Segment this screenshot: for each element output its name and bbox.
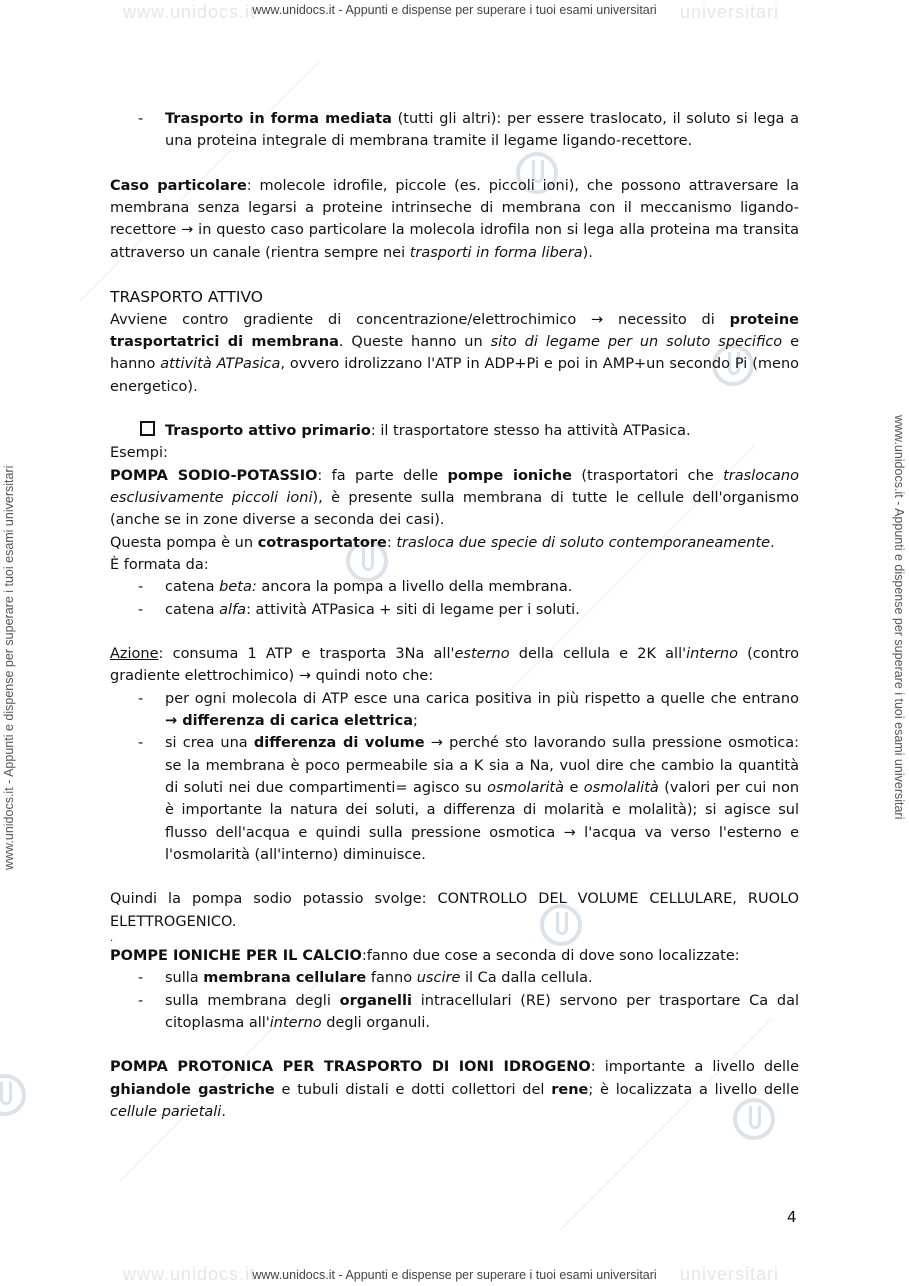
formed-by-label: È formata da: — [110, 556, 209, 573]
watermark-right: www.unidocs.it - Appunti e dispense per superare i tuoi esami universitari — [892, 415, 906, 820]
list-item: - catena beta: ancora la pompa a livello della membrana. — [138, 579, 573, 596]
list-item: - sulla membrana cellulare fanno uscire il Ca dalla cellula. — [138, 970, 593, 987]
cotransporter-line: Questa pompa è un cotrasportatore: trasloca due specie di soluto contemporaneamente. — [110, 534, 775, 551]
action-paragraph: Azione: consuma 1 ATP e trasporta 3Na all'esterno della cellula e 2K all'interno (contro gradiente elettrochimico) → quindi noto che: — [110, 646, 800, 685]
ghost-watermark-top-right: universitari — [680, 2, 780, 22]
list-item: - per ogni molecola di ATP esce una carica positiva in più rispetto a quelle che entrano → differenza di carica elettrica; — [138, 690, 799, 730]
list-item: - catena alfa: attività ATPasica + siti di legame per i soluti. — [138, 601, 580, 618]
checkbox-icon — [140, 421, 155, 436]
ghost-watermark-top-left: www.unidocs.it — [123, 2, 257, 22]
examples-label: Esempi: — [110, 445, 168, 462]
sodium-potassium-paragraph: POMPA SODIO-POTASSIO: fa parte delle pompe ioniche (trasportatori che traslocano esclusivamente piccoli ioni), è presente sulla membrana di tutte le cellule dell'organismo (anche se in zone diverse a seconda dei casi). — [110, 467, 799, 529]
list-item: - sulla membrana degli organelli intracellulari (RE) servono per trasportare Ca dal citoplasma all'interno degli organuli. — [138, 992, 799, 1031]
page-number: 4 — [787, 1208, 797, 1226]
ghost-watermark-bottom-left: www.unidocs.it — [123, 1264, 257, 1284]
calcium-pump-paragraph: POMPE IONICHE PER IL CALCIO:fanno due cose a seconda di dove sono localizzate: — [110, 947, 740, 964]
watermark-bottom: www.unidocs.it - Appunti e dispense per superare i tuoi esami universitari — [252, 1268, 657, 1282]
stray-dot: . — [110, 932, 114, 944]
list-item: - Trasporto in forma mediata (tutti gli altri): per essere traslocato, il soluto si lega a una proteina integrale di membrana tramite il legame ligando-recettore. — [138, 111, 799, 150]
primary-transport-item: Trasporto attivo primario: il trasportatore stesso ha attività ATPasica. — [110, 420, 799, 442]
ghost-watermark-bottom-right: universitari — [680, 1264, 780, 1284]
active-transport-paragraph: Avviene contro gradiente di concentrazione/elettrochimico → necessito di proteine trasportatrici di membrana. Queste hanno un sito di legame per un soluto specifico e hanno attività ATPasica, ovvero idrolizzano l'ATP in ADP+Pi e poi in AMP+un secondo Pi (meno energetico). — [110, 311, 800, 395]
unidocs-logo-icon — [0, 1074, 26, 1116]
document-page — [110, 108, 799, 1123]
special-case-paragraph: Caso particolare: molecole idrofile, piccole (es. piccoli ioni), che possono attraversare la membrana senza legarsi a proteine intrinseche di membrana con il meccanismo ligando-recettore → in questo caso particolare la molecola idrofila non si lega alla proteina ma transita attraverso un canale (rientra sempre nei trasporti in forma libera). — [110, 177, 799, 261]
list-item: - si crea una differenza di volume → perché sto lavorando sulla pressione osmotica: se la membrana è poco permeabile sia a K sia a Na, vuol dire che cambio la quantità di soluti nei due compartimenti= agisco su osmolarità e osmolalità (valori per cui non è importante la natura dei soluti, a differenza di molarità e molalità); si agisce sul flusso dell'acqua e quindi sulla pressione osmotica → l'acqua va verso l'esterno e l'osmolarità (all'interno) diminuisce. — [138, 735, 800, 863]
watermark-left: www.unidocs.it - Appunti e dispense per superare i tuoi esami universitari — [2, 465, 16, 870]
summary-paragraph: Quindi la pompa sodio potassio svolge: CONTROLLO DEL VOLUME CELLULARE, RUOLO ELETTROGENICO. — [110, 891, 799, 930]
proton-pump-paragraph: POMPA PROTONICA PER TRASPORTO DI IONI IDROGENO: importante a livello delle ghiandole gastriche e tubuli distali e dotti collettori del rene; è localizzata a livello delle cellule parietali. — [110, 1059, 800, 1121]
section-heading: TRASPORTO ATTIVO — [110, 288, 264, 307]
watermark-top: www.unidocs.it - Appunti e dispense per superare i tuoi esami universitari — [252, 3, 657, 17]
